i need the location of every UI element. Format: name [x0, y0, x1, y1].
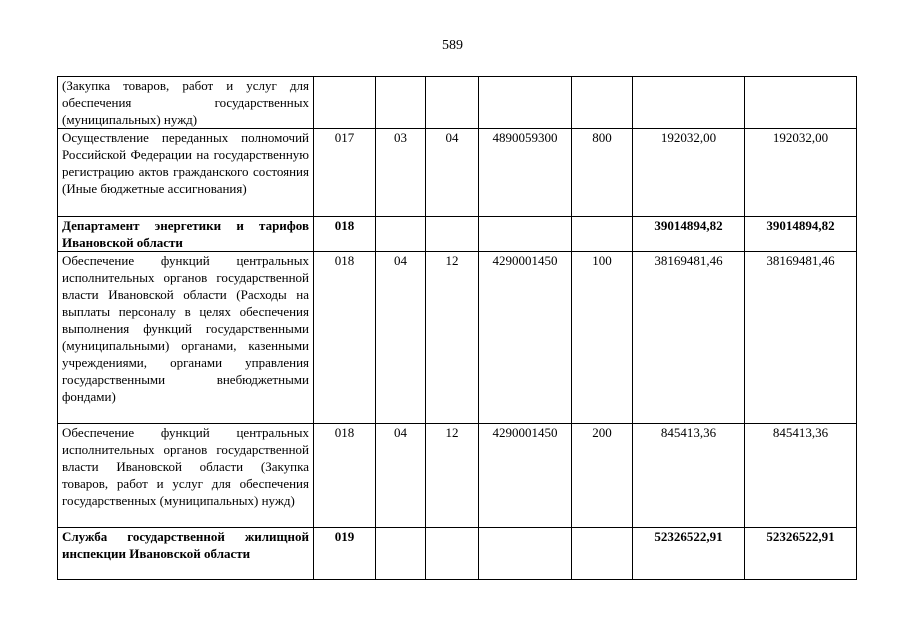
row-subsection: 04 — [426, 129, 479, 217]
row-name: Департамент энергетики и тарифов Ивановской области — [58, 217, 314, 252]
row-sum-1 — [633, 77, 745, 129]
row-code: 017 — [314, 129, 376, 217]
row-target — [479, 528, 572, 580]
table-row — [58, 217, 857, 252]
row-target: 4290001450 — [479, 252, 572, 424]
table-row — [58, 129, 857, 217]
page-number: 589 — [442, 38, 463, 53]
row-type — [572, 528, 633, 580]
row-sum-2: 38169481,46 — [745, 252, 857, 424]
row-section: 03 — [376, 129, 426, 217]
table-row — [58, 77, 857, 129]
row-name: Обеспечение функций центральных исполнительных органов государственной власти Ивановской области (Закупка товаров, работ и услуг для обеспечения государственных (муниципальных) нужд) — [58, 424, 314, 528]
row-code: 018 — [314, 217, 376, 252]
row-sum-2 — [745, 77, 857, 129]
row-target — [479, 217, 572, 252]
row-section: 04 — [376, 424, 426, 528]
row-code — [314, 77, 376, 129]
row-type — [572, 217, 633, 252]
row-sum-2: 52326522,91 — [745, 528, 857, 580]
row-code: 018 — [314, 252, 376, 424]
row-subsection: 12 — [426, 424, 479, 528]
row-sum-1: 38169481,46 — [633, 252, 745, 424]
row-code: 019 — [314, 528, 376, 580]
row-code: 018 — [314, 424, 376, 528]
row-sum-1: 39014894,82 — [633, 217, 745, 252]
row-section — [376, 217, 426, 252]
row-section — [376, 77, 426, 129]
table-body — [58, 77, 857, 580]
table-row — [58, 252, 857, 424]
row-sum-2: 192032,00 — [745, 129, 857, 217]
row-section: 04 — [376, 252, 426, 424]
row-name: Служба государственной жилищной инспекции Ивановской области — [58, 528, 314, 580]
row-type: 800 — [572, 129, 633, 217]
row-subsection — [426, 217, 479, 252]
row-sum-2: 845413,36 — [745, 424, 857, 528]
table-row — [58, 424, 857, 528]
row-sum-1: 52326522,91 — [633, 528, 745, 580]
row-target: 4890059300 — [479, 129, 572, 217]
row-name: Обеспечение функций центральных исполнительных органов государственной власти Ивановской области (Расходы на выплаты персоналу в целях обеспечения выполнения функций государственными (муниципальными) органами, казенными учреждениями, органами управления государственными внебюджетными фондами) — [58, 252, 314, 424]
row-type: 200 — [572, 424, 633, 528]
row-subsection: 12 — [426, 252, 479, 424]
row-target — [479, 77, 572, 129]
budget-table — [57, 76, 857, 580]
table-row — [58, 528, 857, 580]
row-subsection — [426, 528, 479, 580]
row-sum-1: 192032,00 — [633, 129, 745, 217]
row-sum-1: 845413,36 — [633, 424, 745, 528]
row-sum-2: 39014894,82 — [745, 217, 857, 252]
row-type: 100 — [572, 252, 633, 424]
row-name: (Закупка товаров, работ и услуг для обеспечения государственных (муниципальных) нужд) — [58, 77, 314, 129]
row-target: 4290001450 — [479, 424, 572, 528]
row-section — [376, 528, 426, 580]
row-subsection — [426, 77, 479, 129]
row-type — [572, 77, 633, 129]
row-name: Осуществление переданных полномочий Российской Федерации на государственную регистрацию актов гражданского состояния (Иные бюджетные ассигнования) — [58, 129, 314, 217]
